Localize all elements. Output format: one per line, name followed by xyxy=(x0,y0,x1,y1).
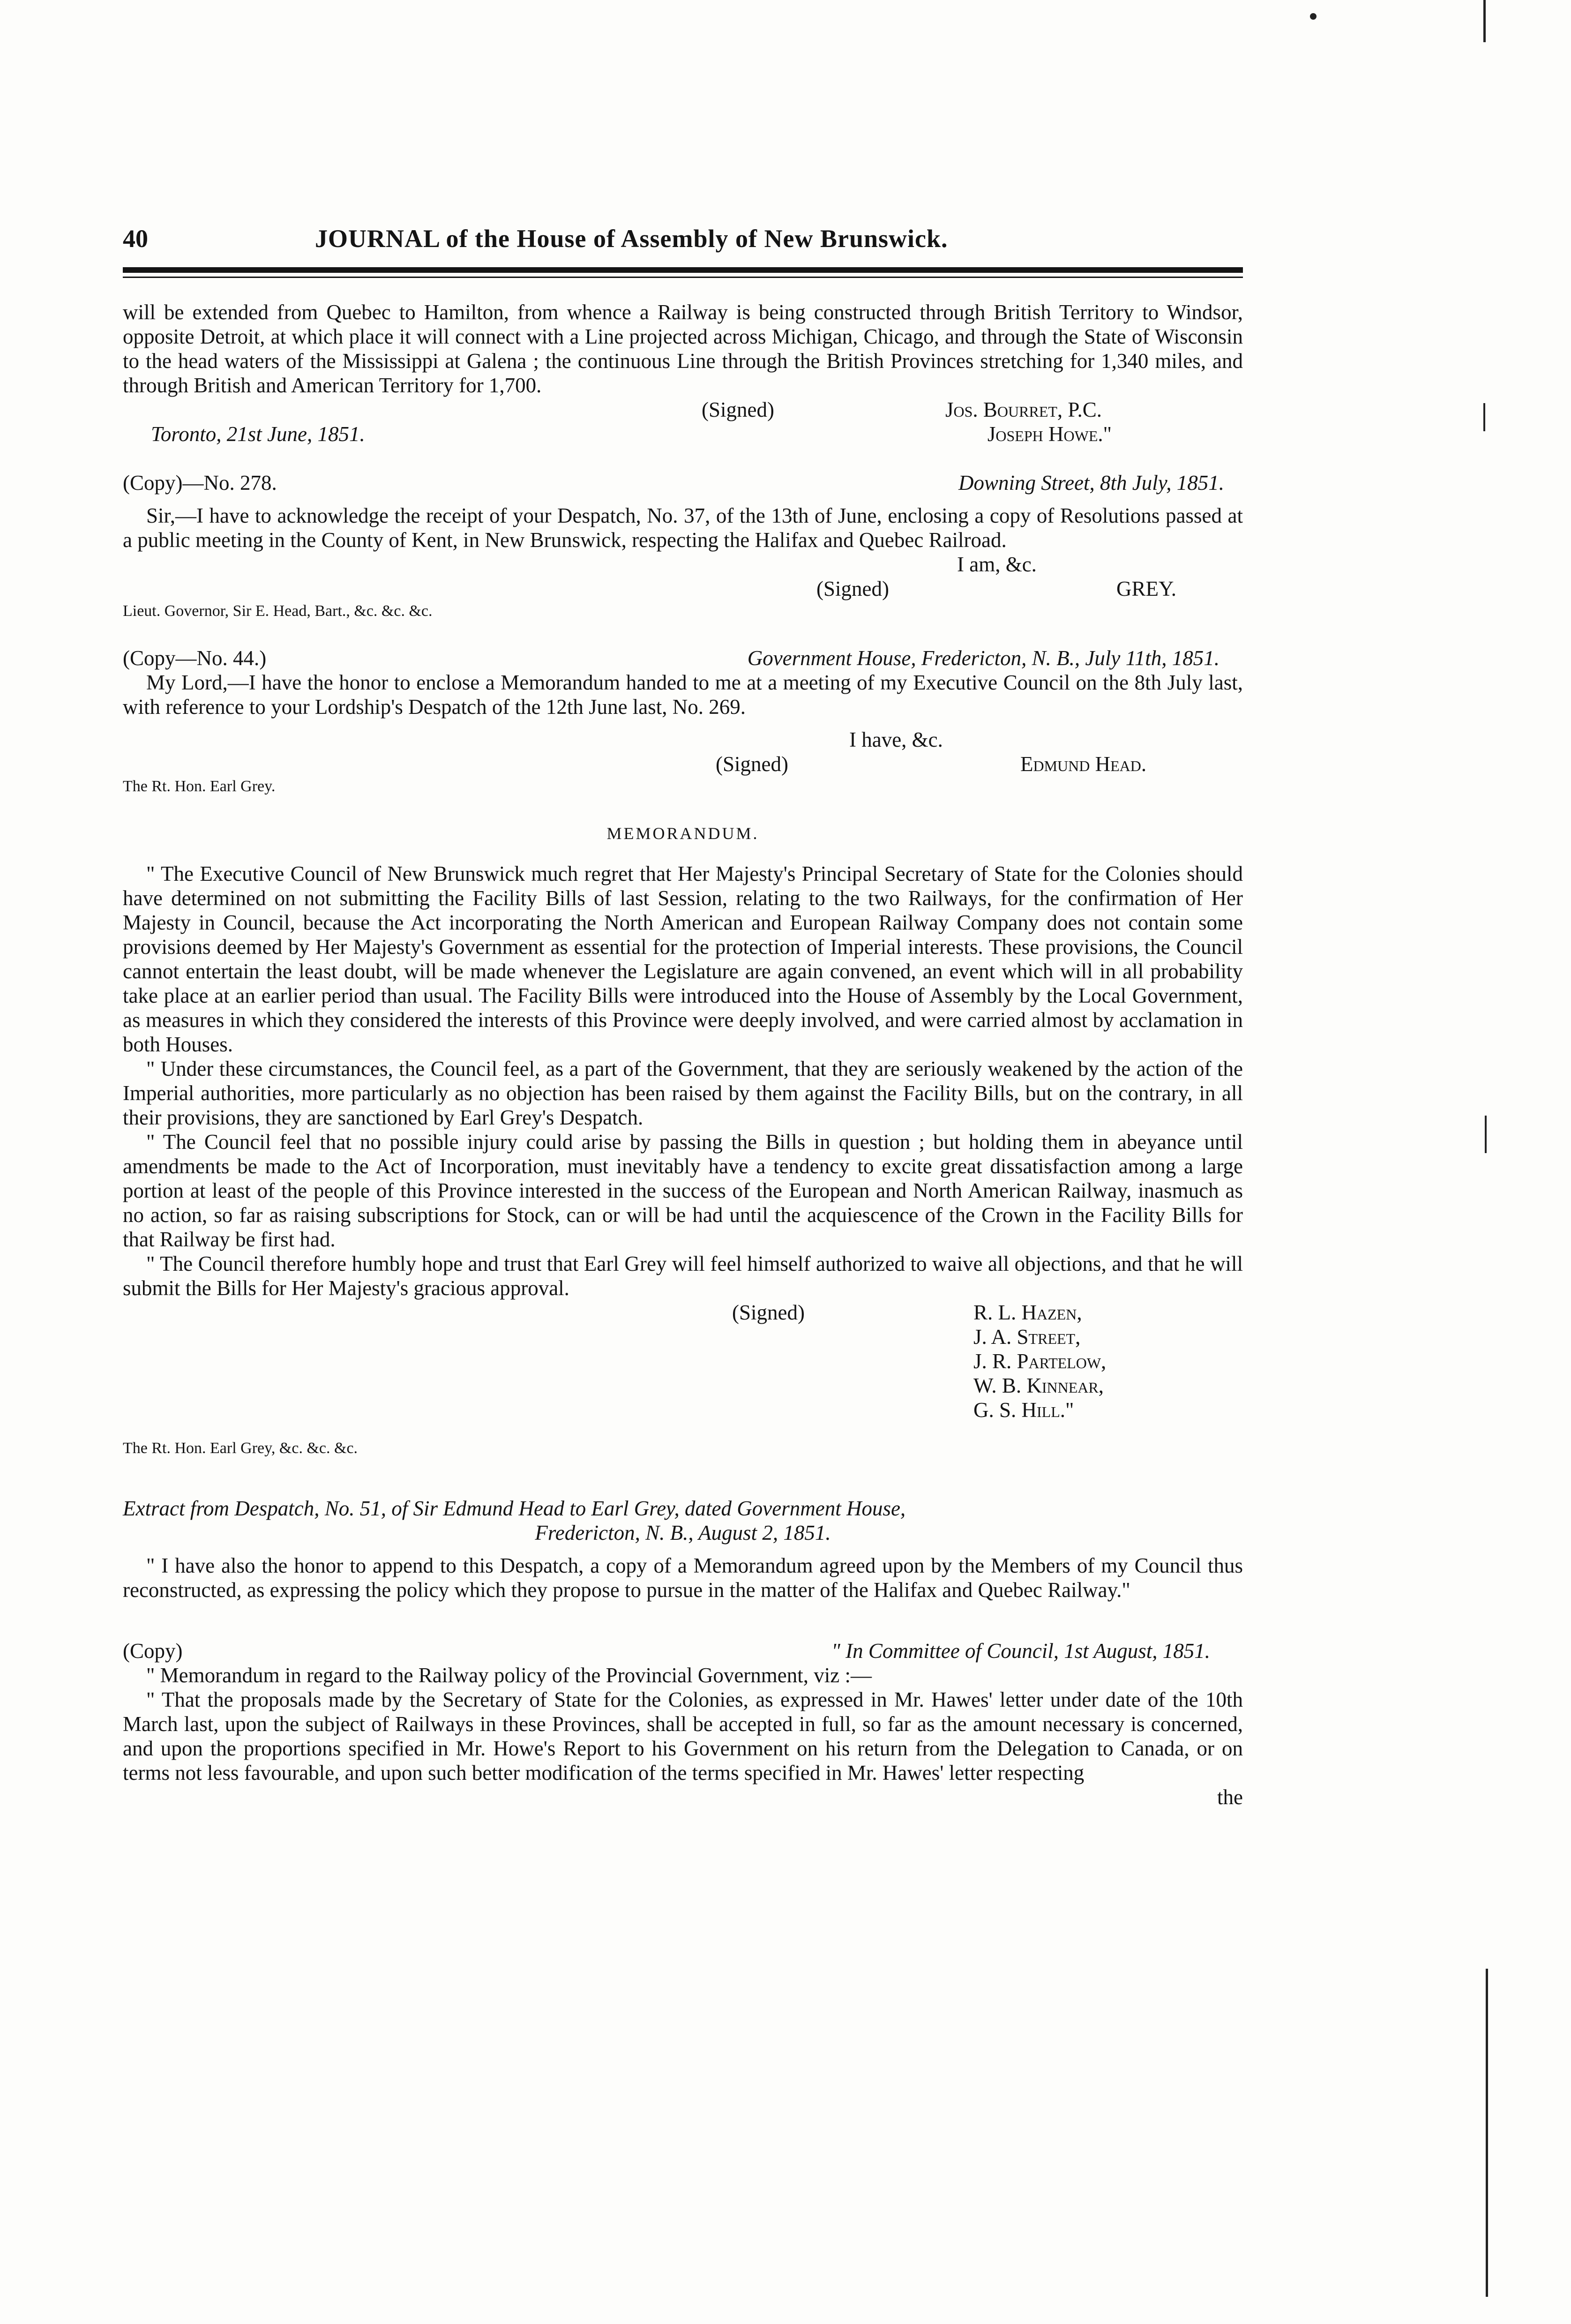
place-date-downing-street: Downing Street, 8th July, 1851. xyxy=(958,471,1224,495)
committee-paragraph: " That the proposals made by the Secretary of State for the Colonies, as expressed in Mr. Hawes' letter under date of the 10th March last, upon the subject of Railways in these Provinces, shall be accepted in full, so far as the amount necessary is concerned, and upon the proportions specified in Mr. Howe's Report to his Government on his return from the Delegation to Canada, or on terms not less favourable, and upon such better modification of the terms specified in Mr. Hawes' letter respecting xyxy=(123,1688,1243,1784)
header-rule-thick xyxy=(123,267,1243,273)
letter-44-signature xyxy=(716,752,1243,776)
page-header xyxy=(123,224,1243,262)
letter-278-addressee: Lieut. Governor, Sir E. Head, Bart., &c. &c. &c. xyxy=(123,602,433,620)
signed-label: (Signed) xyxy=(716,752,788,776)
signatory-edmund-head: Edmund Head. xyxy=(1020,752,1147,776)
extract-heading xyxy=(123,1496,1243,1521)
committee-paragraph: " Memorandum in regard to the Railway policy of the Provincial Government, viz :— xyxy=(146,1664,872,1687)
letter-44-header xyxy=(123,646,1243,670)
extract-heading-line2: Fredericton, N. B., August 2, 1851. xyxy=(535,1521,831,1544)
copy-number-278: (Copy)—No. 278. xyxy=(123,471,277,495)
scan-edge-mark xyxy=(1483,0,1486,42)
copy-label: (Copy) xyxy=(123,1639,183,1663)
letter-278-header xyxy=(123,471,1243,495)
signatory-grey: GREY. xyxy=(1116,577,1176,600)
signature-block-1 xyxy=(702,397,1243,422)
signed-label: (Signed) xyxy=(702,398,774,421)
scan-edge-mark xyxy=(1486,1969,1488,2297)
council-member: J. R. Partelow, xyxy=(973,1349,1107,1373)
intro-paragraph: will be extended from Quebec to Hamilton, from whence a Railway is being constructed through British Territory to Windsor, opposite Detroit, at which place it will connect with a Line projected across Michigan, Chicago, and through the State of Wisconsin to the head waters of the Mississippi at Galena ; the continuous Line through the British Provinces stretching for 1,340 miles, and through British and American Territory for 1,700. xyxy=(123,300,1243,397)
committee-place-date: " In Committee of Council, 1st August, 1851. xyxy=(831,1639,1210,1663)
council-member: W. B. Kinnear, xyxy=(973,1374,1104,1397)
page-body xyxy=(123,300,1243,1809)
extract-quote: " I have also the honor to append to this Despatch, a copy of a Memorandum agreed upon by the Members of my Council thus reconstructed, as expressing the policy which they propose to pursue in the matter of the Halifax and Quebec Railway." xyxy=(123,1554,1243,1602)
letter-44-addressee: The Rt. Hon. Earl Grey. xyxy=(123,778,276,795)
catchword: the xyxy=(1217,1785,1243,1809)
council-member: G. S. Hill." xyxy=(973,1398,1074,1422)
copy-number-44: (Copy—No. 44.) xyxy=(123,646,267,670)
memo-addressee: The Rt. Hon. Earl Grey, &c. &c. &c. xyxy=(123,1439,358,1457)
memo-paragraph: " The Council therefore humbly hope and trust that Earl Grey will feel himself authorized to waive all objections, and that he will submit the Bills for Her Majesty's gracious approval. xyxy=(123,1252,1243,1300)
extract-heading-line2-wrap xyxy=(123,1521,1243,1545)
council-members-list xyxy=(973,1325,1243,1422)
header-rule-thin xyxy=(123,277,1243,278)
signed-label: (Signed) xyxy=(816,577,889,600)
memo-paragraph: " The Council feel that no possible injury could arise by passing the Bills in question ; but holding them in abeyance until amendments be made to the Act of Incorporation, must inevitably have a tendency to excite great dissatisfaction among a large portion at least of the people of this Province interested in the success of the European and North American Railway, inasmuch as no action, so far as raising subscriptions for Stock, can or will be had until the acquiescence of the Crown in the Facility Bills for that Railway be first had. xyxy=(123,1130,1243,1251)
scan-edge-mark xyxy=(1485,1116,1487,1153)
memo-signature-block xyxy=(732,1300,1243,1325)
letter-278-body: Sir,—I have to acknowledge the receipt of your Despatch, No. 37, of the 13th of June, enclosing a copy of Resolutions passed at a public meeting in the County of Kent, in New Brunswick, respecting the Halifax and Quebec Railroad. xyxy=(123,504,1243,552)
running-title: JOURNAL of the House of Assembly of New Brunswick. xyxy=(315,225,948,253)
letter-278-closing: I am, &c. xyxy=(957,553,1037,576)
memorandum-heading: MEMORANDUM. xyxy=(606,824,759,843)
scan-edge-mark xyxy=(1483,403,1485,431)
signature-row-2 xyxy=(123,422,1243,446)
scan-dot xyxy=(1310,13,1317,20)
memo-paragraph: " Under these circumstances, the Council feel, as a part of the Government, that they are seriously weakened by the action of the Imperial authorities, more particularly as no objection has been raised by them against the Facility Bills, but on the contrary, in all their provisions, they are sanctioned by Earl Grey's Despatch. xyxy=(123,1057,1243,1129)
signatory-bourret: Jos. Bourret, P.C. xyxy=(945,398,1102,421)
letter-44-closing: I have, &c. xyxy=(849,728,943,751)
letter-278-signature xyxy=(816,577,1243,601)
place-date-toronto: Toronto, 21st June, 1851. xyxy=(151,422,365,446)
committee-header xyxy=(123,1627,1243,1663)
place-date-government-house: Government House, Fredericton, N. B., July 11th, 1851. xyxy=(747,646,1219,670)
signed-label: (Signed) xyxy=(732,1301,805,1324)
extract-heading-line1: Extract from Despatch, No. 51, of Sir Edmund Head to Earl Grey, dated Government House, xyxy=(123,1497,906,1520)
council-member: J. A. Street, xyxy=(973,1325,1081,1349)
page-number: 40 xyxy=(123,225,148,253)
council-member: R. L. Hazen, xyxy=(973,1301,1082,1324)
memo-paragraph: " The Executive Council of New Brunswick much regret that Her Majesty's Principal Secretary of State for the Colonies should have determined on not submitting the Facility Bills of last Session, relating to the two Railways, for the confirmation of Her Majesty in Council, because the Act incorporating the North American and European Railway Company does not contain some provisions deemed by Her Majesty's Government as essential for the protection of Imperial interests. These provisions, the Council cannot entertain the least doubt, will be made whenever the Legislature are again convened, an event which will in all probability take place at an earlier period than usual. The Facility Bills were introduced into the House of Assembly by the Local Government, as measures in which they considered the interests of this Province were deeply involved, and were carried almost by acclamation in both Houses. xyxy=(123,862,1243,1056)
signatory-howe: Joseph Howe." xyxy=(987,422,1112,446)
letter-44-body: My Lord,—I have the honor to enclose a Memorandum handed to me at a meeting of my Executive Council on the 8th July last, with reference to your Lordship's Despatch of the 12th June last, No. 269. xyxy=(123,671,1243,719)
